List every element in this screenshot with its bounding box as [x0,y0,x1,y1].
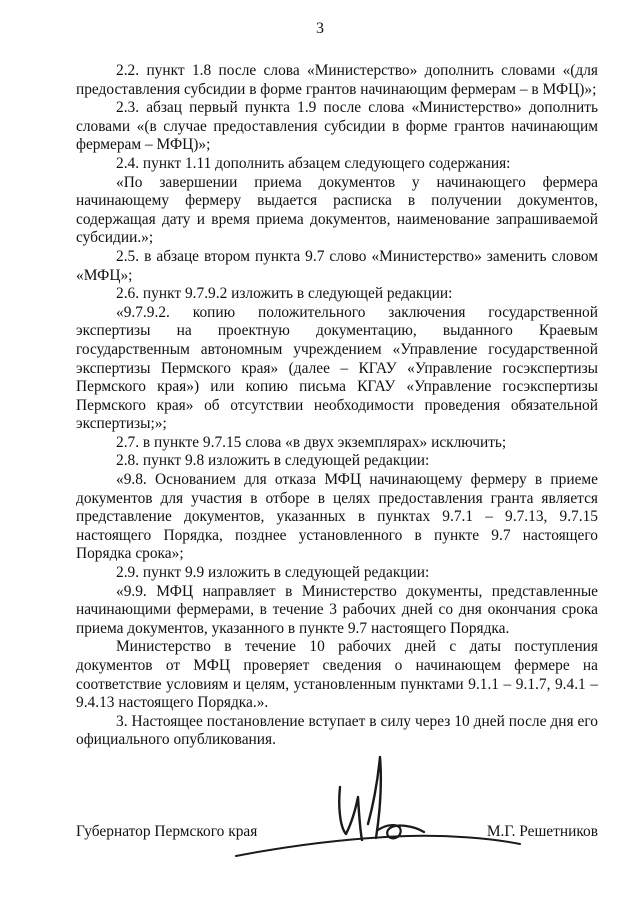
paragraph-2-9-quote: «9.9. МФЦ направляет в Министерство документы, представленные начинающими фермерами, в течение 3 рабочих дней со дня окончания срока приема документов, указанного в пункте 9.7 настоящего Порядка. [76,582,598,637]
paragraph-2-4-quote: «По завершении приема документов у начинающего фермера начинающему фермеру выдается расписка в получении документов, содержащая дату и время приема документов, наименование запрашиваемой субсидии.»; [76,173,598,247]
paragraph-2-4: 2.4. пункт 1.11 дополнить абзацем следующего содержания: [116,154,511,172]
paragraph-2-8-quote: «9.8. Основанием для отказа МФЦ начинающему фермеру в приеме документов для участия в отборе в целях предоставления гранта является представление документов, указанных в пунктах 9.7.1 – 9.7.13, 9.7.15 настоящего Порядка, позднее установленного в пункте 9.7 настоящего Порядка срока»; [76,471,598,563]
document-body [76,62,598,750]
paragraph-2-9: 2.9. пункт 9.9 изложить в следующей редакции: [116,564,430,582]
paragraph-2-3: 2.3. абзац первый пункта 1.9 после слова «Министерство» дополнить словами «(в случае предоставления субсидии в форме грантов начинающим фермерам – МФЦ)»; [76,99,598,154]
paragraph-2-5: 2.5. в абзаце втором пункта 9.7 слово «Министерство» заменить словом «МФЦ»; [76,247,598,284]
paragraph-2-6-quote: «9.7.9.2. копию положительного заключения государственной экспертизы на проектную документацию, выданного Краевым государственным автономным учреждением «Управление государственной экспертизы Пермского края» (далее – КГАУ «Управление госэкспертизы Пермского края») или копию письма КГАУ «Управление госэкспертизы Пермского края» об отсутствии необходимости проведения обязательной экспертизы;»; [76,303,598,433]
paragraph-2-2: 2.2. пункт 1.8 после слова «Министерство» дополнить словами «(для предоставления субсидии в форме грантов начинающим фермерам – в МФЦ)»; [76,62,598,98]
page-number: 3 [316,20,324,37]
signature-strokes [236,757,520,856]
signatory-title: Губернатор Пермского края [76,823,258,840]
paragraph-2-9-quote-continued: Министерство в течение 10 рабочих дней с даты поступления документов от МФЦ проверяет сведения о начинающем фермере на соответствие условиям и целям, установленным пунктами 9.1.1 – 9.1.7, 9.4.1 – 9.4.13 настоящего Порядка.». [76,638,598,712]
paragraph-2-6: 2.6. пункт 9.7.9.2 изложить в следующей редакции: [116,285,453,303]
signatory-name: М.Г. Решетников [486,823,598,840]
paragraph-2-7: 2.7. в пункте 9.7.15 слова «в двух экземплярах» исключить; [116,433,507,451]
paragraph-2-8: 2.8. пункт 9.8 изложить в следующей редакции: [116,452,430,470]
paragraph-3: 3. Настоящее постановление вступает в силу через 10 дней после дня его официального опубликования. [76,712,598,749]
handwritten-signature [228,752,528,872]
